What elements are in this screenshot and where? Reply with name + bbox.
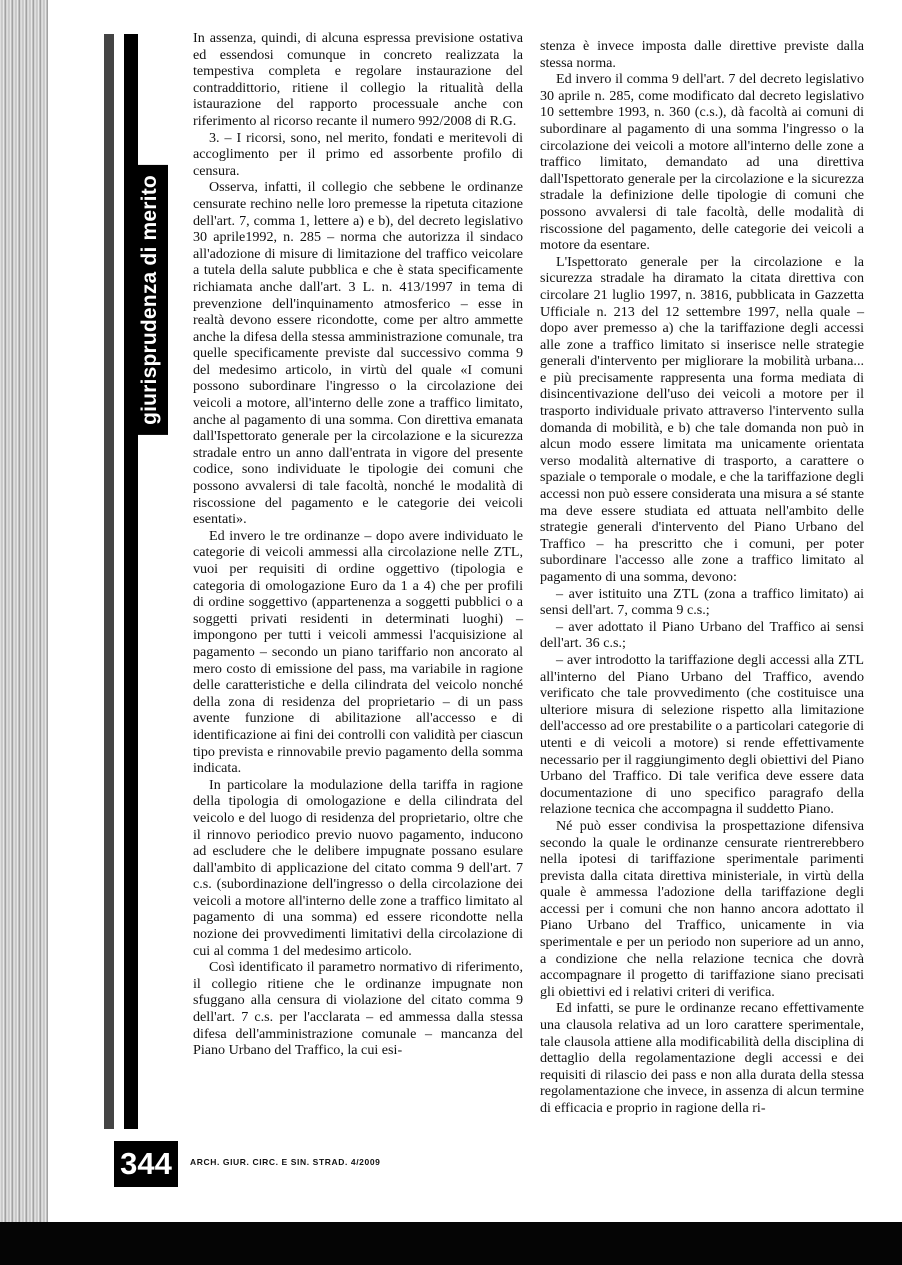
paragraph: Osserva, infatti, il collegio che sebbene le ordinanze censurate rechino nelle loro premesse la ripetuta citazione dell'art. 7, comma 1, lettere a) e b), del decreto legislativo 30 aprile1992, n. 285 – norma che autorizza il sindaco all'adozione di misure di limitazione del traffico veicolare a tutela della salute pubblica e che è stata specificamente richiamata anche dall'art. 3 L. n. 413/1997 in tema di prevenzione dell'inquinamento atmosferico – esse in realtà devono essere ricondotte, come per altro ammette anche la difesa della stessa amministrazione comunale, tra quelle specificamente previste dal successivo comma 9 del medesimo articolo, in virtù del quale «I comuni possono subordinare l'ingresso o la circolazione dei veicoli a motore, all'interno delle zone a traffico limitato, anche al pagamento di una somma. Con direttiva emanata dall'Ispettorato generale per la circolazione e la sicurezza stradale entro un anno dall'entrata in vigore del presente codice, sono individuate le tipologie dei comuni che possono avvalersi di tale facoltà, nonché le modalità di riscossione del pagamento e le categorie dei veicoli esentati». (193, 179, 523, 528)
paragraph: Ed invero il comma 9 dell'art. 7 del decreto legislativo 30 aprile n. 285, come modificato dal decreto legislativo 10 settembre 1993, n. 360 (c.s.), dà facoltà ai comuni di subordinare al pagamento di una somma l'ingresso o la circolazione dei veicoli a motore all'interno delle zone a traffico limitato, demandato ad una direttiva dall'Ispettorato generale per la circolazione e la sicurezza stradale la definizione delle tipologie di comuni che possono avvalersi di tale facoltà, delle modalità di riscossione del pagamento, delle categorie dei veicoli a motore da esentare. (540, 71, 864, 254)
paragraph: Così identificato il parametro normativo di riferimento, il collegio ritiene che le ordinanze impugnate non sfuggano alla censura di violazione del citato comma 9 dell'art. 7 c.s. per l'acclarata – ed ammessa dalla stessa difesa dell'amministrazione comunale – mancanza del Piano Urbano del Traffico, la cui esi- (193, 959, 523, 1059)
running-footer: ARCH. GIUR. CIRC. E SIN. STRAD. 4/2009 (190, 1157, 381, 1167)
list-item: – aver adottato il Piano Urbano del Traffico ai sensi dell'art. 36 c.s.; (540, 618, 864, 652)
paragraph: Ed invero le tre ordinanze – dopo avere individuato le categorie di veicoli ammessi alla circolazione nelle ZTL, vuoi per requisiti di ordine oggettivo (tipologia e categoria di omologazione Euro da 1 a 4) che per profili di ordine soggettivo (appartenenza a soggetti pubblici o a soggetti privati residenti in determinati luoghi) – impongono per tutti i veicoli ammessi l'acquisizione al pagamento – secondo un piano tariffario non ancorato al mero costo di emissione del pass, ma variabile in ragione delle caratteristiche e della cilindrata del veicolo nonché della zona di residenza del proprietario – di un pass avente funzione di abilitazione all'accesso e di identificazione ai fini dei controlli con validità per ciascun tipo prevista e rinnovabile previo pagamento della somma indicata. (193, 527, 523, 777)
paragraph: In particolare la modulazione della tariffa in ragione della tipologia di omologazione e della cilindrata del veicolo e del luogo di residenza del proprietario, oltre che il rinnovo periodico previo nuovo pagamento, inducono ad escludere che le delibere impugnate possano esulare dall'ambito di applicazione del citato comma 9 dell'art. 7 c.s. (subordinazione dell'ingresso o della circolazione dei veicoli a motore all'interno delle zone a traffico limitato al pagamento di una somma) ed essere ricondotte nella nozione dei provvedimenti limitativi della circolazione di cui al comma 1 del medesimo articolo. (193, 776, 523, 959)
paragraph: stenza è invece imposta dalle direttive previste dalla stessa norma. (540, 38, 864, 71)
page-number: 344 (114, 1141, 178, 1187)
left-text-column (193, 30, 523, 1059)
paragraph: Né può esser condivisa la prospettazione difensiva secondo la quale le ordinanze censurate rientrerebbero nella ipotesi di tariffazione sperimentale parimenti prevista dalla citata direttiva ministeriale, in virtù della quale è ammessa l'adozione della tariffazione degli accessi per i comuni che non hanno ancora adottato il Piano Urbano del Traffico, unicamente in via sperimentale e per un periodo non superiore ad un anno, a condizione che nella relazione tecnica che dovrà accompagnare il progetto di tariffazione siano precisati gli obiettivi ed i relativi criteri di verifica. (540, 817, 864, 1000)
book-binding-edge (0, 0, 48, 1222)
list-item: – aver istituito una ZTL (zona a traffico limitato) ai sensi dell'art. 7, comma 9 c.s.; (540, 585, 864, 619)
section-label: giurisprudenza di merito (132, 165, 168, 435)
paragraph: 3. – I ricorsi, sono, nel merito, fondati e meritevoli di accoglimento per il primo ed assorbente profilo di censura. (193, 129, 523, 179)
right-text-column (540, 38, 864, 1117)
scan-bottom-band (0, 1222, 902, 1265)
paragraph: In assenza, quindi, di alcuna espressa previsione ostativa ed essendosi comunque in concreto realizzata la tempestiva completa e regolare instaurazione del contraddittorio, ritiene il collegio la ritualità della istaurazione del rapporto processuale anche con riferimento al ricorso recante il numero 992/2008 di R.G. (193, 30, 523, 129)
paragraph: L'Ispettorato generale per la circolazione e la sicurezza stradale ha diramato la citata direttiva con circolare 21 luglio 1997, n. 3816, pubblicata in Gazzetta Ufficiale n. 213 del 12 settembre 1997, nella quale – dopo aver premesso a) che la tariffazione degli accessi alle zone a traffico limitato si inserisce nelle strategie generali d'intervento per migliorare la mobilità urbana... e più precisamente rappresenta una forma mediata di disincentivazione dell'uso dei veicoli a motore per il trasporto individuale privato attraverso l'intervento sulla domanda di mobilità, e b) che tale domanda non può in alcun modo essere limitata ma unicamente orientata verso modalità alternative di trasporto, a carattere o spaziale o temporale o modale, e che la tariffazione degli accessi non può essere considerata una misura a sé stante ma deve essere studiata ed attuata nell'ambito delle strategie generali d'intervento del Piano Urbano del Traffico – ha prescritto che i comuni, per poter subordinare l'accesso alle zone a traffico limitato al pagamento di una somma, devono: (540, 253, 864, 585)
list-item: – aver introdotto la tariffazione degli accessi alla ZTL all'interno del Piano Urbano del Traffico, avendo verificato che tale provvedimento (che costituisce una ulteriore misura di selezione rispetto alla limitazione dell'accesso ad ore prestabilite o a particolari categorie di utenti e di veicoli a motore) si rende effettivamente necessario per il raggiungimento degli obiettivi del Piano Urbano del Traffico. Di tale verifica deve essere data documentazione di uno specifico paragrafo della relazione tecnica che accompagna il suddetto Piano. (540, 651, 864, 818)
paragraph: Ed infatti, se pure le ordinanze recano effettivamente una clausola relativa ad un loro carattere sperimentale, tale clausola attiene alla modificabilità della disciplina di dettaglio della regolamentazione degli accessi e dei requisiti di rilascio dei pass e non alla durata della stessa regolamentazione che invece, in assenza di alcun termine di efficacia e proprio in ragione della ri- (540, 1000, 864, 1116)
